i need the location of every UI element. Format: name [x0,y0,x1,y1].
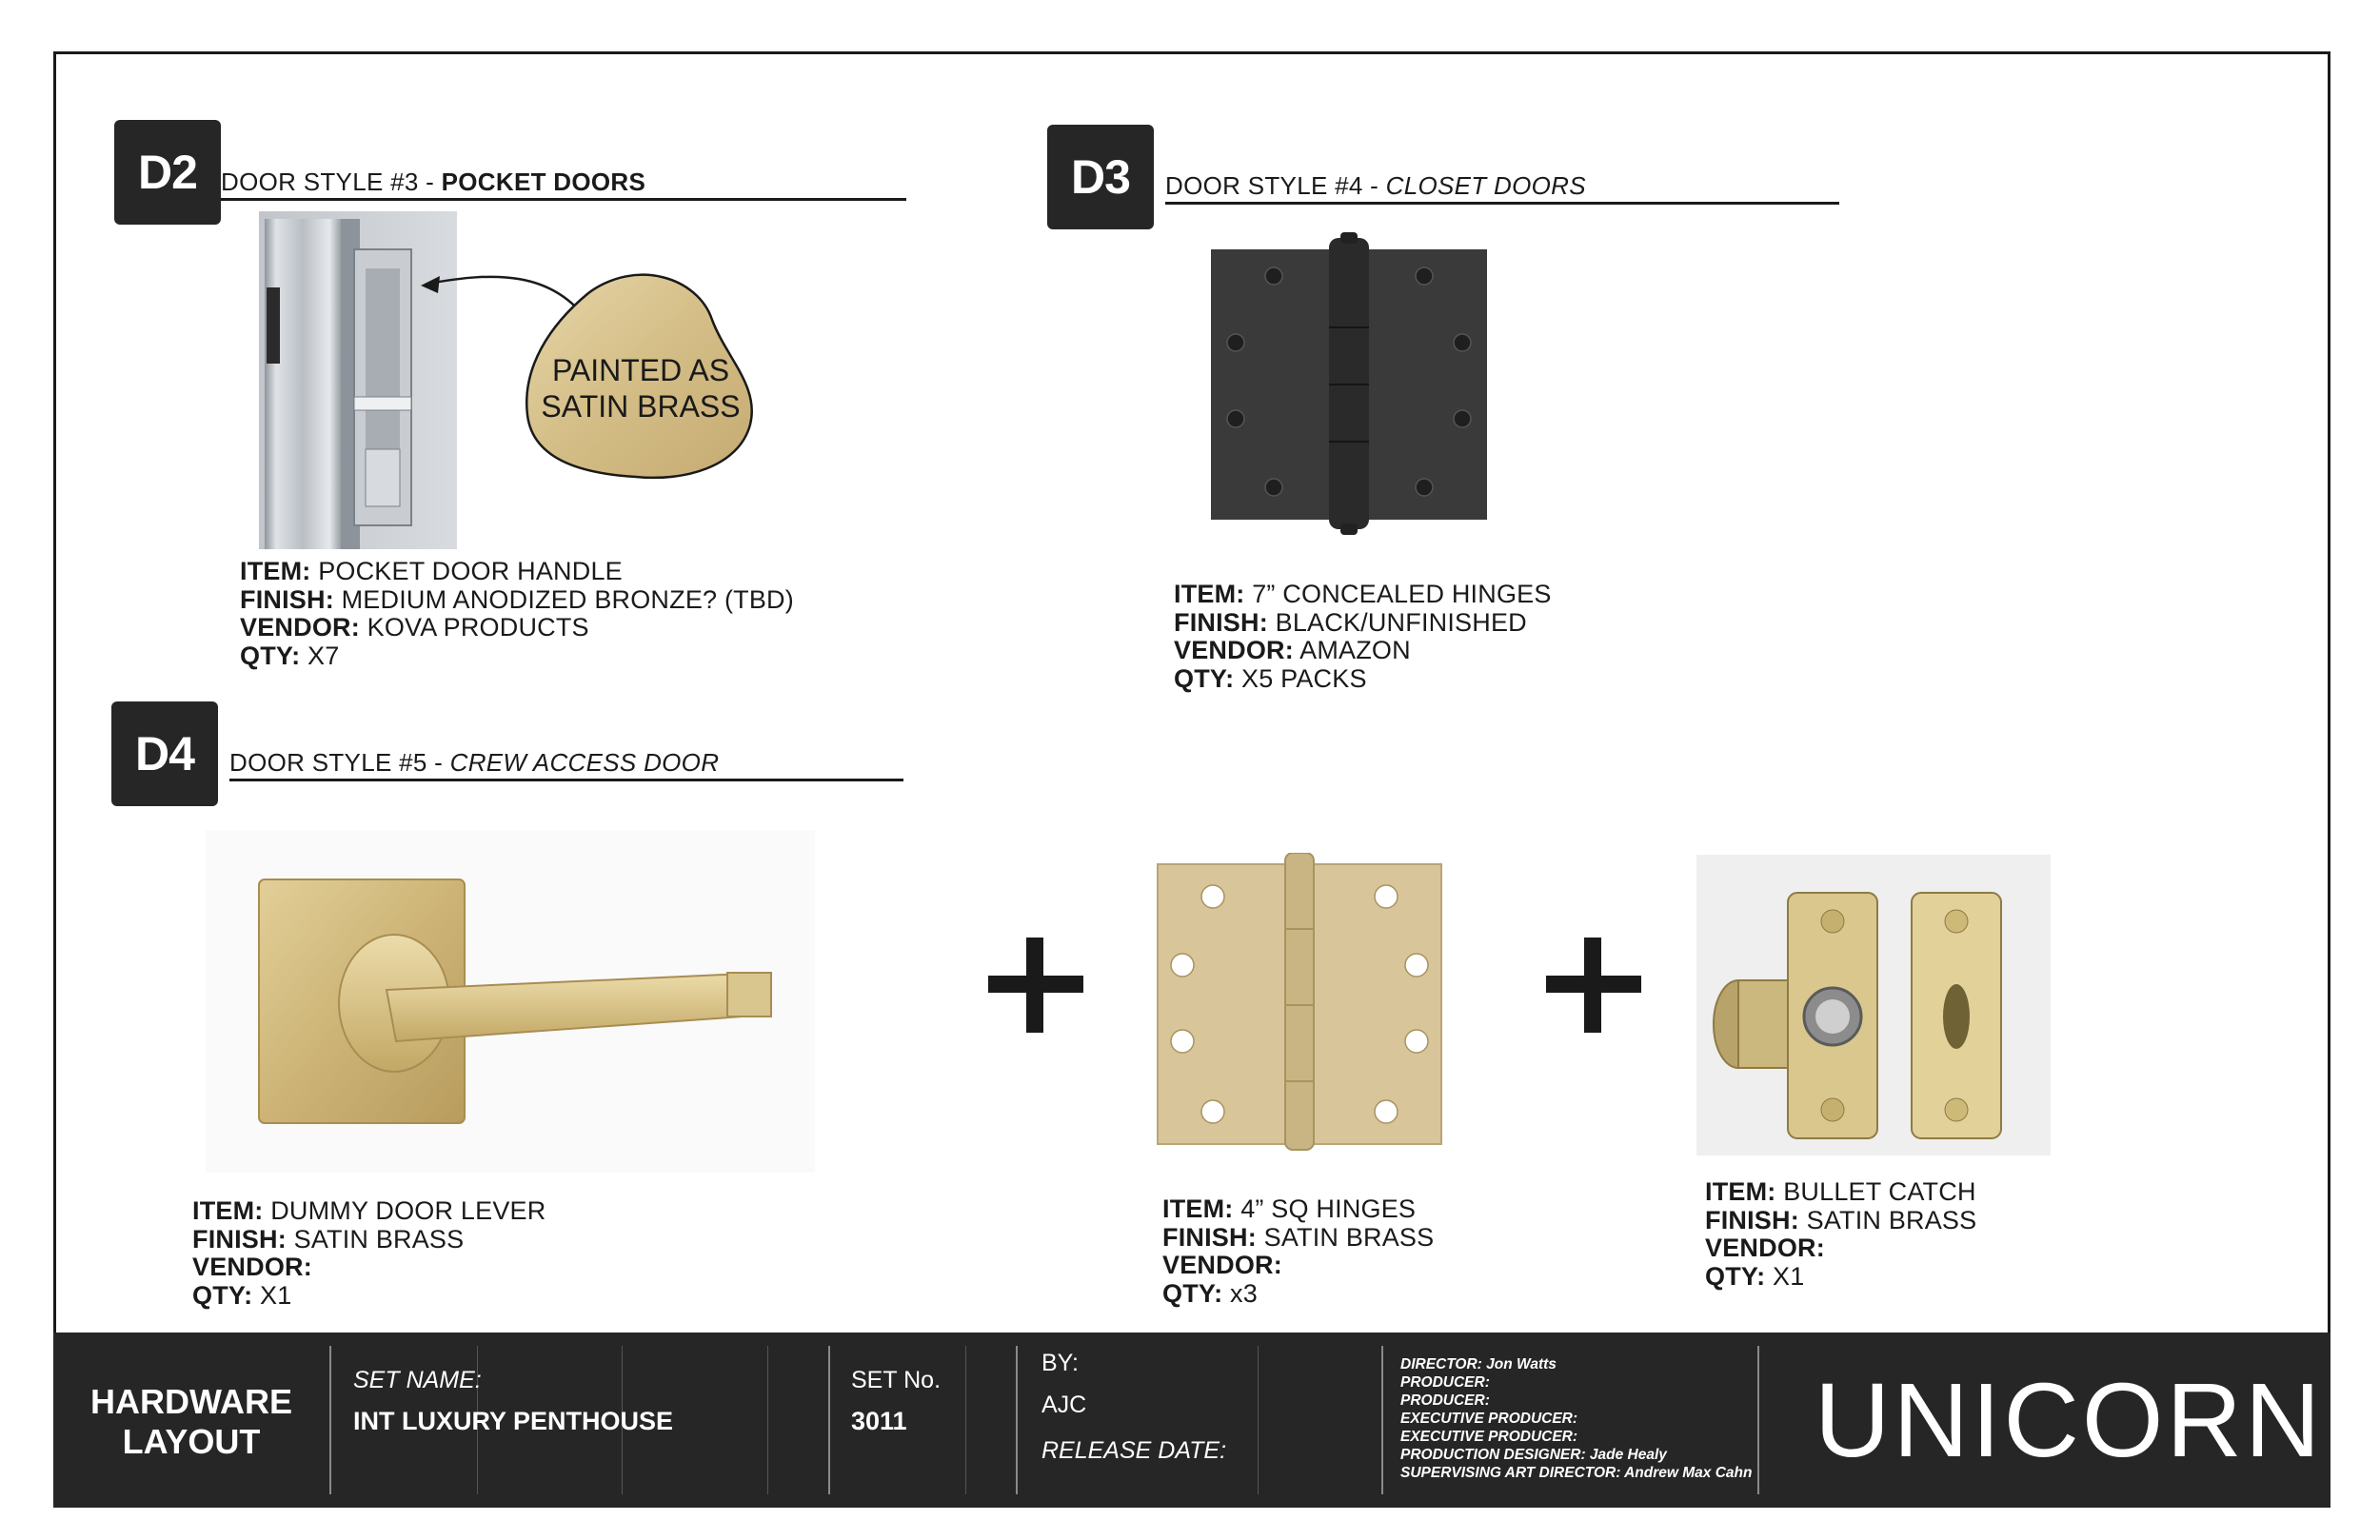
section-title-prefix: DOOR STYLE #5 - [229,748,450,777]
spec-label: ITEM: [1174,580,1245,608]
spec-dummy-door-lever [192,1197,545,1310]
spec-qty-value: X1 [1773,1261,1805,1291]
spec-label: VENDOR: [1705,1234,1825,1262]
spec-label: FINISH: [1705,1205,1799,1234]
dummy-door-lever-image [206,830,815,1173]
section-rule-d2 [221,198,906,201]
spec-label: VENDOR: [192,1253,312,1281]
section-tag-d4: D4 [111,701,218,806]
spec-label: VENDOR: [1162,1251,1282,1279]
section-rule-d4 [229,779,903,781]
spec-item-value: 7” CONCEALED HINGES [1252,580,1552,608]
title-block-subdivider [965,1346,966,1494]
spec-sq-hinges [1162,1195,1434,1308]
title-block-divider [828,1346,830,1494]
spec-item-value: 4” SQ HINGES [1240,1194,1417,1223]
section-title-prefix: DOOR STYLE #3 - [221,168,442,196]
credit-line: DIRECTOR: Jon Watts [1400,1356,1557,1372]
spec-label: QTY: [1162,1278,1223,1308]
spec-label: VENDOR: [1174,636,1294,664]
spec-label: VENDOR: [240,613,360,642]
section-title-d3 [1165,171,1586,201]
spec-label: QTY: [240,641,301,670]
set-number-value: 3011 [851,1407,907,1435]
spec-label: FINISH: [1174,607,1268,637]
sheet-heading-line-1: HARDWARE [90,1382,292,1421]
by-label: BY: [1041,1350,1079,1376]
bullet-catch-image [1696,855,2051,1155]
release-date-label: RELEASE DATE: [1041,1437,1227,1464]
spec-bullet-catch [1705,1178,1976,1291]
section-tag-d3: D3 [1047,125,1154,229]
title-block-subdivider [767,1346,768,1494]
title-block-divider [1757,1346,1759,1494]
plus-icon [1546,938,1641,1033]
spec-item-value: DUMMY DOOR LEVER [270,1196,546,1225]
section-rule-d3 [1165,202,1839,205]
set-number-label: SET No. [851,1367,942,1393]
set-name-value: INT LUXURY PENTHOUSE [353,1407,674,1435]
spec-concealed-hinges [1174,581,1552,693]
credit-line: PRODUCTION DESIGNER: Jade Healy [1400,1447,1667,1463]
spec-qty-value: x3 [1230,1278,1258,1308]
section-title-prefix: DOOR STYLE #4 - [1165,171,1386,200]
spec-pocket-door-handle [240,558,794,670]
section-title-emphasis: CREW ACCESS DOOR [449,748,720,777]
plus-icon [988,938,1083,1033]
spec-item-value: POCKET DOOR HANDLE [318,557,623,585]
studio-logo: UNICORN [1815,1362,2324,1479]
spec-finish-value: MEDIUM ANODIZED BRONZE? (TBD) [341,584,794,614]
spec-label: ITEM: [1705,1177,1776,1206]
sheet-heading [53,1382,329,1462]
section-tag-d2: D2 [114,120,221,225]
spec-label: FINISH: [240,584,334,614]
credit-line: EXECUTIVE PRODUCER: [1400,1411,1578,1427]
title-block-divider [329,1346,331,1494]
spec-vendor-value: KOVA PRODUCTS [367,613,589,642]
spec-vendor-value: AMAZON [1299,636,1411,664]
spec-finish-value: SATIN BRASS [1263,1222,1435,1252]
spec-label: ITEM: [1162,1194,1234,1223]
spec-qty-value: X7 [307,641,340,670]
set-name-label: SET NAME: [353,1367,482,1393]
brass-square-hinge-image [1154,853,1445,1154]
spec-qty-value: X1 [260,1280,292,1310]
callout-line-1: PAINTED AS [551,353,730,387]
section-title-emphasis: POCKET DOORS [441,168,646,196]
black-hinge-image [1207,232,1491,535]
spec-label: QTY: [192,1280,253,1310]
spec-finish-value: SATIN BRASS [293,1224,465,1254]
credit-line: EXECUTIVE PRODUCER: [1400,1429,1578,1445]
spec-finish-value: SATIN BRASS [1806,1205,1977,1234]
sheet-heading-line-2: LAYOUT [122,1422,261,1461]
spec-qty-value: X5 PACKS [1241,663,1367,693]
title-block [53,1333,2330,1508]
credit-line: SUPERVISING ART DIRECTOR: Andrew Max Cahn [1400,1465,1753,1481]
callout-text [522,352,760,424]
by-value: AJC [1041,1392,1087,1418]
production-credits [1400,1355,1752,1482]
spec-label: QTY: [1705,1261,1766,1291]
section-title-d2 [221,168,645,197]
spec-label: FINISH: [1162,1222,1257,1252]
spec-finish-value: BLACK/UNFINISHED [1275,607,1527,637]
spec-label: ITEM: [192,1196,264,1225]
spec-label: FINISH: [192,1224,287,1254]
title-block-divider [1381,1346,1383,1494]
spec-item-value: BULLET CATCH [1783,1177,1976,1206]
spec-label: QTY: [1174,663,1235,693]
section-title-d4 [229,748,719,778]
title-block-subdivider [1258,1346,1259,1494]
credit-line: PRODUCER: [1400,1374,1490,1391]
spec-label: ITEM: [240,557,311,585]
section-title-emphasis: CLOSET DOORS [1385,171,1586,200]
credit-line: PRODUCER: [1400,1392,1490,1409]
title-block-divider [1016,1346,1018,1494]
callout-line-2: SATIN BRASS [541,389,741,424]
